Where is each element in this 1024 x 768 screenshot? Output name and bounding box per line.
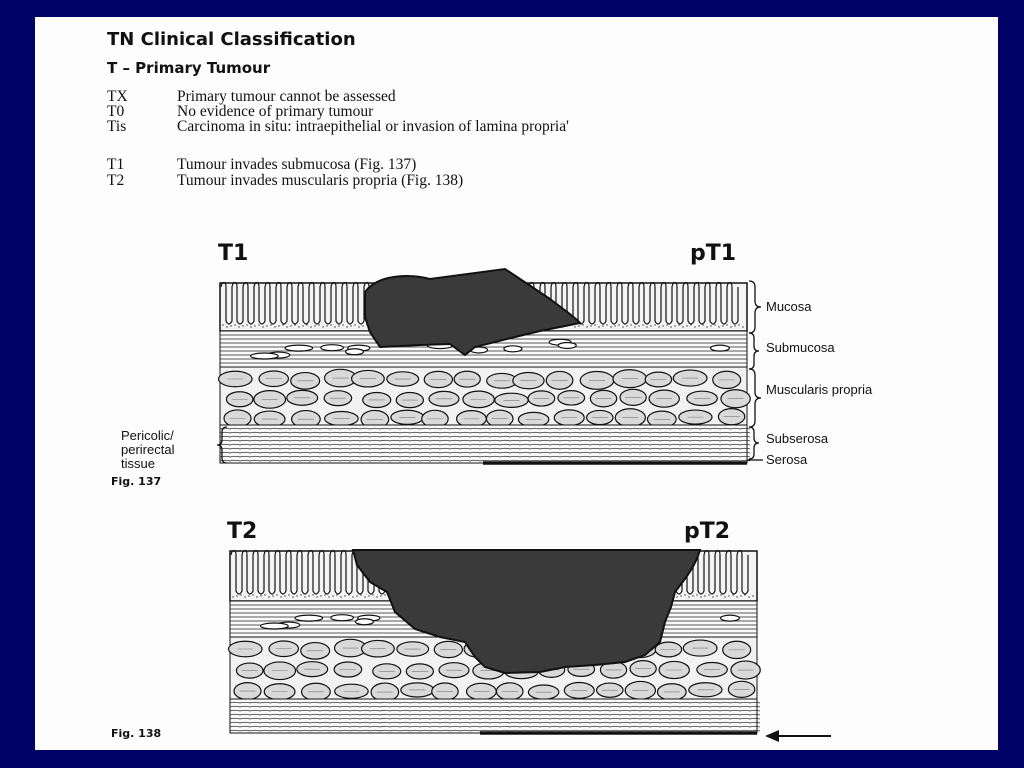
gland-dot <box>320 595 321 596</box>
fig137-left-tag: T1 <box>218 241 249 266</box>
gland-dot <box>260 595 261 596</box>
gland-dot <box>280 596 281 597</box>
gland-dot <box>368 595 369 596</box>
gland-dot <box>268 596 269 597</box>
gland-dot <box>740 595 741 596</box>
fig138-right-tag: pT2 <box>684 519 731 544</box>
page-title: TN Clinical Classification <box>107 29 356 50</box>
gland-dot <box>324 594 325 595</box>
label-tissue-line: tissue <box>121 456 155 471</box>
classification-text: Tumour invades submucosa (Fig. 137) <box>177 156 417 173</box>
gland-dot <box>692 595 693 596</box>
page-subtitle: T – Primary Tumour <box>107 59 271 77</box>
label-pericolic-line: Pericolic/ <box>121 428 174 443</box>
gland-dot <box>272 595 273 596</box>
gland-dot <box>336 594 337 595</box>
gland-dot <box>312 594 313 595</box>
gland-dot <box>696 594 697 595</box>
gland-dot <box>316 596 317 597</box>
classification-text: Tumour invades muscularis propria (Fig. 138) <box>177 172 464 189</box>
classification-code: T2 <box>107 172 125 189</box>
gland-dot <box>364 596 365 597</box>
gland-dot <box>304 596 305 597</box>
fig138-diagram <box>35 17 998 750</box>
gland-dot <box>676 596 677 597</box>
gland-dot <box>712 596 713 597</box>
gland-dot <box>340 596 341 597</box>
gland-dot <box>308 595 309 596</box>
gland-dot <box>752 595 753 596</box>
gland-dot <box>284 595 285 596</box>
gland-dot <box>256 596 257 597</box>
gland-dot <box>296 595 297 596</box>
label-perirectal-line: perirectal <box>121 442 175 457</box>
gland-dot <box>288 594 289 595</box>
classification-code: TX <box>107 88 128 105</box>
gland-dot <box>356 595 357 596</box>
label-submucosa: Submucosa <box>766 340 835 355</box>
gland-dot <box>748 596 749 597</box>
gland-dot <box>252 594 253 595</box>
gland-dot <box>728 595 729 596</box>
label-mucosa: Mucosa <box>766 299 812 314</box>
classification-text: Primary tumour cannot be assessed <box>177 88 396 105</box>
label-muscularis-propria: Muscularis propria <box>766 382 873 397</box>
fig137-right-tag: pT1 <box>690 241 737 266</box>
gland-dot <box>344 595 345 596</box>
fig138-left-tag: T2 <box>227 519 258 544</box>
fig138-caption: Fig. 138 <box>111 727 162 740</box>
vessel <box>721 615 740 621</box>
classification-code: Tis <box>107 118 127 135</box>
gland-dot <box>328 596 329 597</box>
gland-dot <box>720 594 721 595</box>
gland-dot <box>360 594 361 595</box>
gland-dot <box>300 594 301 595</box>
gland-dot <box>704 595 705 596</box>
gland-dot <box>264 594 265 595</box>
gland-dot <box>680 595 681 596</box>
fig137-caption: Fig. 137 <box>111 475 162 488</box>
document-page <box>35 17 998 750</box>
fig138-subserosa-layer <box>230 699 760 733</box>
gland-dot <box>700 596 701 597</box>
gland-dot <box>736 596 737 597</box>
gland-dot <box>248 595 249 596</box>
gland-dot <box>232 596 233 597</box>
vessel <box>331 615 354 621</box>
gland-dot <box>372 594 373 595</box>
gland-dot <box>724 596 725 597</box>
classification-code: T1 <box>107 156 125 173</box>
vessel <box>356 619 374 625</box>
gland-dot <box>732 594 733 595</box>
classification-text: No evidence of primary tumour <box>177 103 374 120</box>
gland-dot <box>380 595 381 596</box>
gland-dot <box>348 594 349 595</box>
gland-dot <box>744 594 745 595</box>
label-subserosa: Subserosa <box>766 431 829 446</box>
gland-dot <box>240 594 241 595</box>
label-serosa: Serosa <box>766 452 808 467</box>
vessel <box>295 615 322 621</box>
gland-dot <box>688 596 689 597</box>
gland-dot <box>708 594 709 595</box>
gland-dot <box>376 596 377 597</box>
gland-dot <box>292 596 293 597</box>
arrow-icon <box>765 730 831 742</box>
gland-dot <box>352 596 353 597</box>
classification-text: Carcinoma in situ: intraepithelial or invasion of lamina propria' <box>177 118 569 135</box>
gland-dot <box>716 595 717 596</box>
vessel <box>261 623 289 629</box>
gland-dot <box>244 596 245 597</box>
gland-dot <box>384 594 385 595</box>
gland-dot <box>332 595 333 596</box>
gland-dot <box>236 595 237 596</box>
classification-code: T0 <box>107 103 125 120</box>
gland-dot <box>276 594 277 595</box>
gland-dot <box>684 594 685 595</box>
